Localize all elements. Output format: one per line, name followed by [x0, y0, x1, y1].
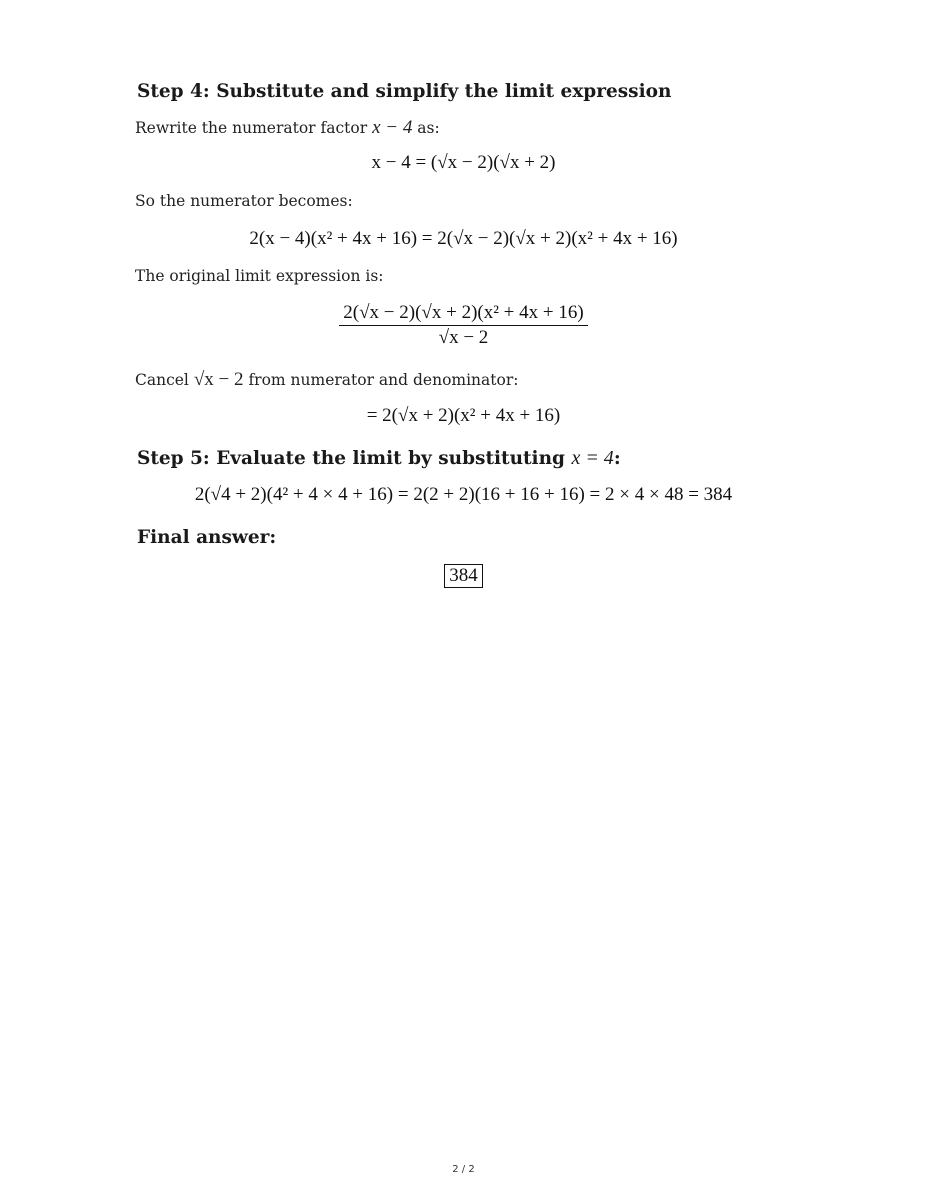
original-limit-paragraph: The original limit expression is:	[135, 267, 384, 285]
step5-heading	[137, 447, 621, 470]
final-answer-heading: Final answer:	[137, 527, 277, 548]
equation-3	[0, 302, 927, 349]
page-indicator: 2 / 2	[452, 1164, 475, 1175]
fraction-numerator: 2(√x − 2)(√x + 2)(x² + 4x + 16)	[343, 302, 584, 323]
step5-heading-text: Step 5: Evaluate the limit by substituting	[137, 448, 565, 469]
step5-heading-math: x = 4	[571, 447, 614, 469]
cancel-paragraph	[135, 369, 518, 391]
fraction-denominator: √x − 2	[438, 327, 489, 348]
step4-heading: Step 4: Substitute and simplify the limit expression	[137, 81, 672, 102]
rewrite-math: x − 4	[372, 117, 413, 138]
numerator-paragraph: So the numerator becomes:	[135, 192, 353, 210]
final-answer-row	[0, 564, 927, 588]
final-answer-box: 384	[444, 564, 483, 588]
equation-5: 2(√4 + 2)(4² + 4 × 4 + 16) = 2(2 + 2)(16 + 16 + 16) = 2 × 4 × 48 = 384	[194, 484, 733, 505]
cancel-math: √x − 2	[193, 369, 244, 390]
rewrite-text-before: Rewrite the numerator factor	[135, 119, 368, 137]
equation-1: x − 4 = (√x − 2)(√x + 2)	[371, 152, 556, 173]
cancel-text-before: Cancel	[135, 371, 189, 389]
equation-4: = 2(√x + 2)(x² + 4x + 16)	[366, 405, 561, 426]
cancel-text-after: from numerator and denominator:	[248, 371, 519, 389]
rewrite-text-after: as:	[417, 119, 440, 137]
equation-2: 2(x − 4)(x² + 4x + 16) = 2(√x − 2)(√x + 2)(x² + 4x + 16)	[249, 228, 678, 249]
step5-heading-colon: :	[613, 448, 621, 469]
rewrite-paragraph	[135, 117, 440, 139]
limit-fraction	[339, 302, 587, 349]
